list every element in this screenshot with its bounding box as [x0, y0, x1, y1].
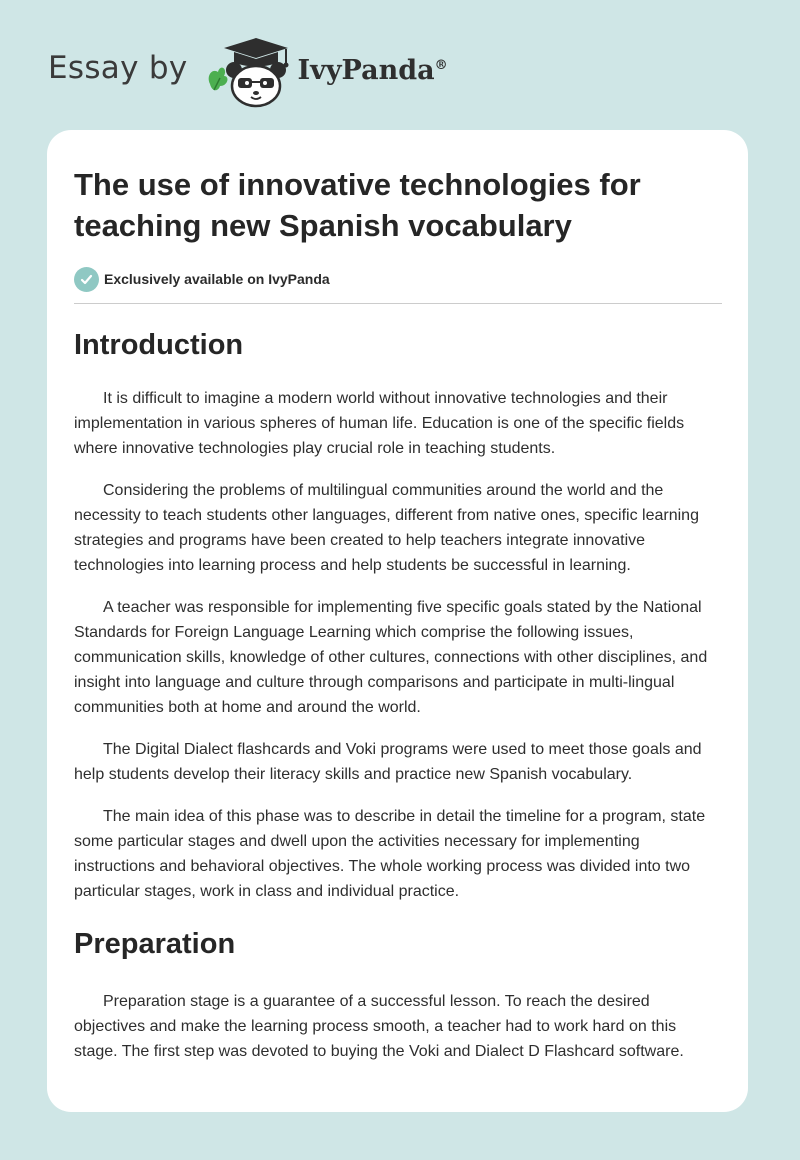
paragraph: The main idea of this phase was to describe in detail the timeline for a program, state some particular stages and dwell upon the activities necessary for implementing instructions and behavioral objectives. The whole working process was divided into two particular stages, work in class and individual practice. [74, 808, 706, 900]
section-introduction [74, 328, 722, 904]
exclusive-badge [74, 266, 722, 292]
paragraph: It is difficult to imagine a modern world without innovative technologies and their implementation in various spheres of human life. Education is one of the specific fields where innovative technologies play crucial role in teaching students. [74, 390, 685, 457]
title-divider [74, 303, 722, 304]
exclusive-label: Exclusively available on IvyPanda [104, 271, 330, 287]
paragraph: Considering the problems of multilingual communities around the world and the necessity to teach students other languages, different from native ones, specific learning strategies and programs have been created to help teachers integrate innovative technologies into learning process and help students be successful in learning. [74, 482, 699, 574]
panda-logo-icon[interactable] [204, 34, 294, 108]
paragraph: Preparation stage is a guarantee of a successful lesson. To reach the desired objectives and make the learning process smooth, a teacher had to work hard on this stage. The first step was devoted to buying the Voki and Dialect D Flashcard software. [74, 993, 684, 1060]
registered-mark: ® [434, 57, 448, 73]
essay-title: The use of innovative technologies for teaching new Spanish vocabulary [74, 167, 641, 243]
section-preparation [74, 927, 722, 1064]
essay-by-label: Essay by [48, 50, 188, 86]
section-heading: Preparation [74, 928, 236, 960]
brand-name[interactable]: IvyPanda® [297, 54, 448, 86]
site-header [48, 34, 448, 108]
check-circle-icon [74, 267, 99, 292]
section-heading: Introduction [74, 329, 244, 361]
essay-card [47, 130, 748, 1112]
paragraph: The Digital Dialect flashcards and Voki programs were used to meet those goals and help students develop their literacy skills and practice new Spanish vocabulary. [74, 741, 702, 783]
paragraph: A teacher was responsible for implementing five specific goals stated by the National Standards for Foreign Language Learning which comprise the following issues, communication skills, knowledge of other cultures, connections with other disciplines, and insight into language and culture through comparisons and participate in multi-lingual communities both at home and around the world. [74, 599, 708, 716]
